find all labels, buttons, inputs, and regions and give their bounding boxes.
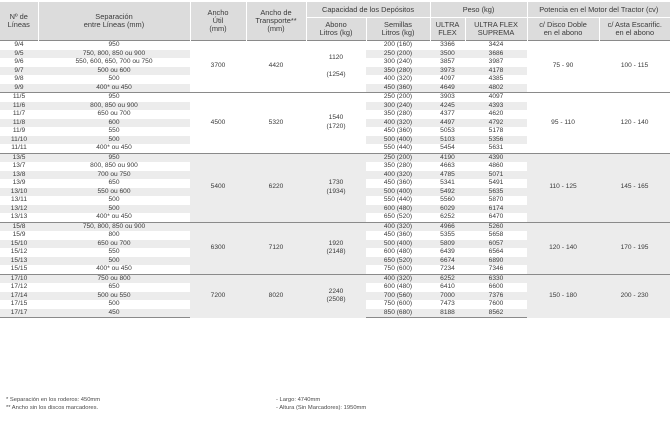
cell-separacion: 750, 800, 850 ou 900 bbox=[38, 50, 190, 59]
cell-n-lineas: 13/7 bbox=[12, 162, 26, 169]
cell-n-lineas: 15/15 bbox=[10, 265, 28, 272]
table-row bbox=[0, 153, 670, 162]
cell-peso-ultra-flex-suprema: 6057 bbox=[465, 240, 527, 249]
cell-semillas: 350 (280) bbox=[383, 162, 413, 169]
cell-n-lineas: 11/8 bbox=[0, 119, 38, 128]
cell-semillas: 250 (200) bbox=[366, 50, 430, 59]
header-ancho-transporte bbox=[246, 2, 306, 41]
table-row bbox=[0, 41, 670, 50]
cell-peso-ultra-flex: 5341 bbox=[440, 179, 455, 186]
cell-abono: 1540 (1720) bbox=[306, 93, 366, 154]
cell-semillas: 350 (280) bbox=[366, 67, 430, 76]
header-disco-doble-text: c/ Disco Doble en el abono bbox=[539, 20, 587, 37]
cell-peso-ultra-flex: 5454 bbox=[440, 144, 455, 151]
cell-peso-ultra-flex: 4785 bbox=[430, 171, 465, 180]
cell-ancho-transporte: 5320 bbox=[246, 93, 306, 154]
header-semillas bbox=[366, 18, 430, 41]
cell-n-lineas: 17/17 bbox=[0, 309, 38, 318]
header-n-lineas bbox=[0, 2, 38, 41]
cell-semillas: 400 (320) bbox=[366, 222, 430, 231]
cell-ancho-util: 5400 bbox=[190, 153, 246, 222]
cell-semillas: 500 (400) bbox=[366, 188, 430, 197]
cell-peso-ultra-flex-suprema: 6890 bbox=[465, 257, 527, 266]
cell-n-lineas: 11/5 bbox=[0, 93, 38, 102]
cell-separacion: 550 bbox=[108, 248, 120, 255]
cell-peso-ultra-flex: 7234 bbox=[440, 265, 455, 272]
cell-n-lineas: 17/15 bbox=[10, 300, 28, 307]
cell-semillas: 600 (480) bbox=[366, 205, 430, 214]
cell-separacion: 550, 600, 650, 700 ou 750 bbox=[75, 58, 153, 65]
cell-peso-ultra-flex: 3366 bbox=[430, 41, 465, 50]
footnote-largo: - Largo: 4740mm bbox=[276, 397, 321, 403]
cell-separacion: 550 bbox=[108, 127, 120, 134]
cell-potencia-asta-escarific: 200 - 230 bbox=[599, 274, 670, 318]
cell-n-lineas: 11/11 bbox=[11, 144, 27, 151]
cell-separacion: 600 bbox=[38, 119, 190, 128]
cell-separacion: 400* ou 450 bbox=[38, 84, 190, 93]
cell-potencia-disco-doble: 75 - 90 bbox=[527, 41, 599, 93]
cell-ancho-util: 6300 bbox=[190, 222, 246, 274]
cell-separacion: 500 bbox=[38, 136, 190, 145]
cell-n-lineas: 11/10 bbox=[0, 136, 38, 145]
cell-semillas: 450 (360) bbox=[366, 84, 430, 93]
cell-separacion: 500 ou 550 bbox=[38, 292, 190, 301]
cell-n-lineas: 13/10 bbox=[0, 188, 38, 197]
cell-semillas: 650 (520) bbox=[383, 213, 413, 220]
cell-peso-ultra-flex: 5560 bbox=[440, 196, 455, 203]
cell-potencia-disco-doble: 110 - 125 bbox=[527, 153, 599, 222]
cell-abono: 2240 (2508) bbox=[306, 274, 366, 318]
cell-peso-ultra-flex-suprema: 7600 bbox=[488, 300, 504, 307]
header-n-lineas-text: Nº de Líneas bbox=[7, 12, 30, 29]
cell-potencia-asta-escarific: 170 - 195 bbox=[599, 222, 670, 274]
cell-n-lineas: 13/11 bbox=[10, 196, 27, 203]
cell-semillas: 500 (400) bbox=[366, 136, 430, 145]
header-peso bbox=[430, 2, 527, 18]
cell-semillas: 500 (400) bbox=[366, 240, 430, 249]
cell-separacion: 500 bbox=[38, 257, 190, 266]
cell-peso-ultra-flex: 3857 bbox=[440, 58, 455, 65]
cell-potencia-disco-doble: 95 - 110 bbox=[527, 93, 599, 154]
cell-separacion: 950 bbox=[38, 93, 190, 102]
cell-n-lineas: 11/9 bbox=[12, 127, 26, 134]
cell-separacion: 650 ou 700 bbox=[97, 110, 131, 117]
specs-table bbox=[0, 2, 670, 318]
cell-peso-ultra-flex: 5492 bbox=[430, 188, 465, 197]
cell-separacion: 750 ou 800 bbox=[38, 274, 190, 283]
cell-ancho-transporte: 6220 bbox=[246, 153, 306, 222]
cell-potencia-asta-escarific: 145 - 165 bbox=[599, 153, 670, 222]
cell-peso-ultra-flex-suprema: 7346 bbox=[488, 265, 504, 272]
cell-ancho-transporte: 8020 bbox=[246, 274, 306, 318]
cell-n-lineas: 9/7 bbox=[0, 67, 38, 76]
header-potencia bbox=[527, 2, 670, 18]
cell-peso-ultra-flex: 4497 bbox=[430, 119, 465, 128]
cell-semillas: 250 (200) bbox=[366, 153, 430, 162]
footnotes-right bbox=[276, 397, 366, 412]
cell-n-lineas: 13/8 bbox=[0, 171, 38, 180]
cell-n-lineas: 9/6 bbox=[14, 58, 24, 65]
cell-ancho-util: 3700 bbox=[190, 41, 246, 93]
cell-peso-ultra-flex-suprema: 4390 bbox=[465, 153, 527, 162]
cell-n-lineas: 15/10 bbox=[0, 240, 38, 249]
cell-ancho-util: 7200 bbox=[190, 274, 246, 318]
cell-semillas: 200 (160) bbox=[366, 41, 430, 50]
header-separacion-text: Separación entre Líneas (mm) bbox=[83, 12, 145, 29]
header-ancho-util-text: Ancho Útil (mm) bbox=[207, 8, 229, 33]
footnotes-left bbox=[6, 397, 100, 412]
cell-peso-ultra-flex: 3973 bbox=[430, 67, 465, 76]
cell-n-lineas: 13/5 bbox=[0, 153, 38, 162]
footnote-roderos: * Separación en los roderos: 450mm bbox=[6, 397, 101, 403]
cell-semillas: 750 (600) bbox=[383, 300, 413, 307]
cell-separacion: 500 bbox=[38, 205, 190, 214]
cell-separacion: 400* ou 450 bbox=[96, 144, 132, 151]
header-disco-doble bbox=[527, 18, 599, 41]
cell-n-lineas: 9/9 bbox=[0, 84, 38, 93]
cell-peso-ultra-flex-suprema: 7376 bbox=[465, 292, 527, 301]
specs-table-wrapper bbox=[0, 2, 670, 318]
cell-peso-ultra-flex: 6252 bbox=[430, 274, 465, 283]
cell-peso-ultra-flex: 4663 bbox=[440, 162, 455, 169]
cell-peso-ultra-flex-suprema: 6174 bbox=[465, 205, 527, 214]
cell-n-lineas: 15/8 bbox=[0, 222, 38, 231]
header-separacion bbox=[38, 2, 190, 41]
cell-semillas: 750 (600) bbox=[383, 265, 413, 272]
cell-ancho-util: 4500 bbox=[190, 93, 246, 154]
cell-peso-ultra-flex-suprema: 4860 bbox=[488, 162, 504, 169]
cell-n-lineas: 13/13 bbox=[10, 213, 28, 220]
specs-table-body bbox=[0, 41, 670, 318]
cell-peso-ultra-flex-suprema: 5658 bbox=[488, 231, 504, 238]
cell-peso-ultra-flex-suprema: 5071 bbox=[465, 171, 527, 180]
cell-peso-ultra-flex-suprema: 4178 bbox=[465, 67, 527, 76]
cell-peso-ultra-flex: 6029 bbox=[430, 205, 465, 214]
cell-semillas: 850 (680) bbox=[366, 309, 430, 318]
cell-peso-ultra-flex-suprema: 6600 bbox=[488, 283, 504, 290]
cell-peso-ultra-flex: 6252 bbox=[440, 213, 455, 220]
cell-n-lineas: 13/9 bbox=[12, 179, 26, 186]
cell-peso-ultra-flex-suprema: 3686 bbox=[465, 50, 527, 59]
cell-peso-ultra-flex-suprema: 3424 bbox=[465, 41, 527, 50]
cell-separacion: 800, 850 ou 900 bbox=[38, 102, 190, 111]
cell-semillas: 650 (520) bbox=[366, 257, 430, 266]
header-capacidad-text: Capacidad de los Depósitos bbox=[321, 4, 415, 14]
cell-separacion: 400* ou 450 bbox=[96, 213, 132, 220]
cell-n-lineas: 11/7 bbox=[12, 110, 26, 117]
cell-peso-ultra-flex: 3903 bbox=[430, 93, 465, 102]
cell-semillas: 450 (360) bbox=[383, 127, 413, 134]
header-ultra-flex-text: ULTRA FLEX bbox=[435, 20, 460, 37]
cell-peso-ultra-flex-suprema: 4792 bbox=[465, 119, 527, 128]
header-ultra-flex-suprema bbox=[465, 18, 527, 41]
cell-semillas: 300 (240) bbox=[383, 58, 413, 65]
cell-n-lineas: 17/10 bbox=[0, 274, 38, 283]
cell-peso-ultra-flex-suprema: 5635 bbox=[465, 188, 527, 197]
cell-abono: 1730 (1934) bbox=[306, 153, 366, 222]
cell-peso-ultra-flex-suprema: 6564 bbox=[488, 248, 504, 255]
cell-potencia-disco-doble: 120 - 140 bbox=[527, 222, 599, 274]
cell-separacion: 950 bbox=[38, 153, 190, 162]
cell-semillas: 600 (480) bbox=[383, 283, 413, 290]
table-row bbox=[0, 93, 670, 102]
header-potencia-text: Potencia en el Motor del Tractor (cv) bbox=[539, 4, 659, 14]
cell-peso-ultra-flex: 4966 bbox=[430, 222, 465, 231]
cell-peso-ultra-flex: 6439 bbox=[440, 248, 455, 255]
cell-abono: 1120 (1254) bbox=[306, 41, 366, 93]
cell-semillas: 350 (280) bbox=[383, 110, 413, 117]
cell-peso-ultra-flex-suprema: 3987 bbox=[488, 58, 504, 65]
cell-peso-ultra-flex-suprema: 5631 bbox=[488, 144, 504, 151]
cell-semillas: 600 (480) bbox=[383, 248, 413, 255]
cell-semillas: 300 (240) bbox=[366, 102, 430, 111]
footnote-ancho-discos: ** Ancho sin los discos marcadores. bbox=[6, 404, 99, 411]
header-asta-escarific bbox=[599, 18, 670, 41]
cell-peso-ultra-flex: 7473 bbox=[440, 300, 455, 307]
cell-potencia-asta-escarific: 120 - 140 bbox=[599, 93, 670, 154]
cell-separacion: 800, 850 ou 900 bbox=[90, 162, 138, 169]
cell-peso-ultra-flex: 4649 bbox=[430, 84, 465, 93]
cell-separacion: 550 ou 600 bbox=[38, 188, 190, 197]
header-asta-escarific-text: c/ Asta Escarific. en el abono bbox=[607, 20, 662, 37]
cell-peso-ultra-flex-suprema: 5260 bbox=[465, 222, 527, 231]
cell-n-lineas: 15/13 bbox=[0, 257, 38, 266]
cell-semillas: 400 (320) bbox=[383, 75, 413, 82]
cell-peso-ultra-flex-suprema: 8562 bbox=[465, 309, 527, 318]
cell-peso-ultra-flex-suprema: 5178 bbox=[488, 127, 504, 134]
cell-peso-ultra-flex: 4245 bbox=[430, 102, 465, 111]
cell-peso-ultra-flex: 4190 bbox=[430, 153, 465, 162]
header-ultra-flex bbox=[430, 18, 465, 41]
cell-semillas: 400 (320) bbox=[366, 119, 430, 128]
footnote-altura: - Altura (Sin Marcadores): 1950mm bbox=[276, 404, 367, 411]
cell-semillas: 450 (360) bbox=[383, 231, 413, 238]
cell-n-lineas: 9/5 bbox=[0, 50, 38, 59]
cell-peso-ultra-flex: 5355 bbox=[440, 231, 455, 238]
cell-separacion: 450 bbox=[38, 309, 190, 318]
header-peso-text: Peso (kg) bbox=[462, 4, 495, 14]
cell-n-lineas: 15/12 bbox=[10, 248, 28, 255]
cell-separacion: 650 bbox=[108, 283, 120, 290]
cell-n-lineas: 9/4 bbox=[0, 41, 38, 50]
cell-peso-ultra-flex-suprema: 4620 bbox=[488, 110, 504, 117]
cell-peso-ultra-flex: 8188 bbox=[430, 309, 465, 318]
cell-separacion: 500 bbox=[108, 75, 120, 82]
cell-ancho-transporte: 7120 bbox=[246, 222, 306, 274]
cell-n-lineas: 9/8 bbox=[14, 75, 24, 82]
cell-n-lineas: 11/6 bbox=[0, 102, 38, 111]
cell-peso-ultra-flex-suprema: 4393 bbox=[465, 102, 527, 111]
cell-ancho-transporte: 4420 bbox=[246, 41, 306, 93]
header-semillas-text: Semillas Litros (kg) bbox=[381, 20, 415, 37]
cell-separacion: 700 ou 750 bbox=[38, 171, 190, 180]
cell-separacion: 500 bbox=[108, 300, 120, 307]
cell-peso-ultra-flex: 6410 bbox=[440, 283, 455, 290]
cell-semillas: 400 (320) bbox=[366, 171, 430, 180]
cell-peso-ultra-flex: 3500 bbox=[430, 50, 465, 59]
header-ancho-util bbox=[190, 2, 246, 41]
cell-peso-ultra-flex-suprema: 6330 bbox=[465, 274, 527, 283]
cell-peso-ultra-flex-suprema: 4802 bbox=[465, 84, 527, 93]
cell-peso-ultra-flex-suprema: 5491 bbox=[488, 179, 504, 186]
cell-separacion: 800 bbox=[108, 231, 120, 238]
cell-semillas: 550 (440) bbox=[383, 144, 413, 151]
cell-semillas: 700 (560) bbox=[366, 292, 430, 301]
cell-peso-ultra-flex: 5053 bbox=[440, 127, 455, 134]
cell-n-lineas: 15/9 bbox=[12, 231, 26, 238]
cell-peso-ultra-flex: 5809 bbox=[430, 240, 465, 249]
cell-n-lineas: 17/14 bbox=[0, 292, 38, 301]
header-abono-text: Abono Litros (kg) bbox=[319, 20, 353, 37]
cell-n-lineas: 13/12 bbox=[0, 205, 38, 214]
cell-n-lineas: 17/12 bbox=[10, 283, 28, 290]
cell-peso-ultra-flex-suprema: 4385 bbox=[488, 75, 504, 82]
cell-peso-ultra-flex-suprema: 5356 bbox=[465, 136, 527, 145]
header-abono bbox=[306, 18, 366, 41]
cell-abono: 1920 (2148) bbox=[306, 222, 366, 274]
cell-peso-ultra-flex: 5103 bbox=[430, 136, 465, 145]
cell-peso-ultra-flex-suprema: 5870 bbox=[488, 196, 504, 203]
cell-separacion: 500 bbox=[108, 196, 120, 203]
table-row bbox=[0, 222, 670, 231]
cell-peso-ultra-flex: 7000 bbox=[430, 292, 465, 301]
cell-peso-ultra-flex-suprema: 4097 bbox=[465, 93, 527, 102]
cell-semillas: 400 (320) bbox=[366, 274, 430, 283]
cell-separacion: 500 ou 600 bbox=[38, 67, 190, 76]
header-capacidad bbox=[306, 2, 430, 18]
cell-separacion: 650 bbox=[108, 179, 120, 186]
cell-peso-ultra-flex: 4097 bbox=[440, 75, 455, 82]
cell-peso-ultra-flex-suprema: 6470 bbox=[488, 213, 504, 220]
cell-peso-ultra-flex: 6674 bbox=[430, 257, 465, 266]
cell-separacion: 950 bbox=[38, 41, 190, 50]
cell-semillas: 450 (360) bbox=[383, 179, 413, 186]
cell-peso-ultra-flex: 4377 bbox=[440, 110, 455, 117]
cell-semillas: 550 (440) bbox=[383, 196, 413, 203]
cell-separacion: 400* ou 450 bbox=[96, 265, 132, 272]
header-ancho-transporte-text: Ancho de Transporte** (mm) bbox=[255, 8, 297, 33]
cell-potencia-asta-escarific: 100 - 115 bbox=[599, 41, 670, 93]
table-row bbox=[0, 274, 670, 283]
cell-semillas: 250 (200) bbox=[366, 93, 430, 102]
cell-potencia-disco-doble: 150 - 180 bbox=[527, 274, 599, 318]
cell-separacion: 750, 800, 850 ou 900 bbox=[38, 222, 190, 231]
cell-separacion: 650 ou 700 bbox=[38, 240, 190, 249]
header-ultra-flex-suprema-text: ULTRA FLEX SUPREMA bbox=[474, 20, 518, 37]
